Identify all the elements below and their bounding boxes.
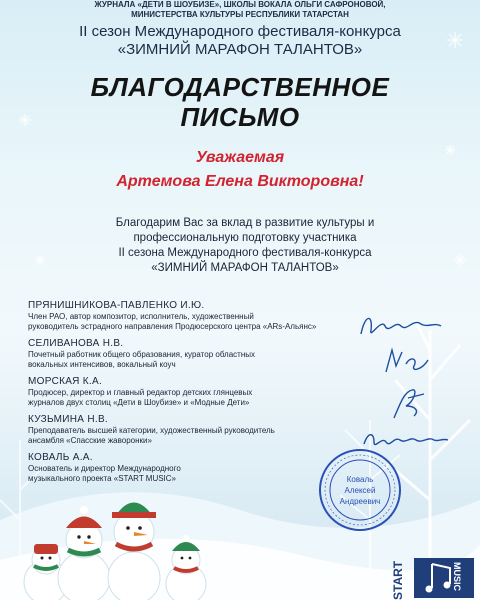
stamp-line-1: Коваль xyxy=(346,475,374,484)
stamp-line-2: Алексей xyxy=(344,486,376,495)
signer-item xyxy=(28,376,348,408)
signer-description: музыкального проекта «START MUSIC» xyxy=(28,474,177,483)
signer-description: журналов двух столиц «Дети в Шоубизе» и «Модные Дети» xyxy=(28,398,250,407)
organizers-line-1: ЖУРНАЛА «ДЕТИ В ШОУБИЗЕ», ШКОЛЫ ВОКАЛА ОЛЬГИ САФРОНОВОЙ, xyxy=(94,0,386,9)
signer-description: Продюсер, директор и главный редактор детских глянцевых xyxy=(28,388,253,397)
document-title-line-2: ПИСЬМО xyxy=(180,102,300,132)
official-stamp xyxy=(318,448,402,532)
organizers-line-2: МИНИСТЕРСТВА КУЛЬТУРЫ РЕСПУБЛИКИ ТАТАРСТАН xyxy=(131,10,349,19)
signer-name: КОВАЛЬ А.А. xyxy=(28,452,93,463)
signer-item xyxy=(28,300,348,332)
signer-name: МОРСКАЯ К.А. xyxy=(28,376,103,387)
signer-description: Почетный работник общего образования, куратор областных xyxy=(28,350,255,359)
signer-item xyxy=(28,452,348,484)
signer-description: руководитель эстрадного направления Продюсерского центра «ARs-Альянс» xyxy=(28,322,317,331)
logo-text-music: MUSIC xyxy=(452,562,462,591)
signer-description: Преподаватель высшей категории, художественный руководитель xyxy=(28,426,275,435)
signer-name: СЕЛИВАНОВА Н.В. xyxy=(28,338,124,349)
body-line-1: Благодарим Вас за вклад в развитие культуры и xyxy=(115,217,375,229)
festival-title-line-2: «ЗИМНИЙ МАРАФОН ТАЛАНТОВ» xyxy=(117,41,363,58)
signature-1 xyxy=(355,308,445,344)
signer-item xyxy=(28,338,348,370)
signer-name: КУЗЬМИНА Н.В. xyxy=(28,414,108,425)
start-music-logo xyxy=(388,552,478,600)
stamp-line-3: Андреевич xyxy=(339,497,381,506)
body-line-2: профессиональную подготовку участника xyxy=(133,232,357,244)
signature-2 xyxy=(378,344,438,378)
greeting-salutation: Уважаемая xyxy=(195,149,285,166)
logo-text-start: START xyxy=(391,560,405,600)
body-line-3: II сезона Международного фестиваля-конкурса xyxy=(118,247,372,259)
signers-list xyxy=(28,300,348,490)
signature-3 xyxy=(384,384,432,424)
signer-name: ПРЯНИШНИКОВА-ПАВЛЕНКО И.Ю. xyxy=(28,300,205,311)
signer-description: Основатель и директор Международного xyxy=(28,464,181,473)
recipient-name: Артемова Елена Викторовна! xyxy=(116,173,364,190)
signer-description: вокальных интенсивов, вокальный коуч xyxy=(28,360,176,369)
signer-item xyxy=(28,414,348,446)
signer-description: Член РАО, автор композитор, исполнитель, художественный xyxy=(28,312,254,321)
festival-title-line-1: II сезон Международного фестиваля-конкурса xyxy=(79,23,401,40)
document-title-line-1: БЛАГОДАРСТВЕННОЕ xyxy=(90,72,390,102)
signer-description: ансамбля «Спасские жаворонки» xyxy=(28,436,152,445)
body-line-4: «ЗИМНИЙ МАРАФОН ТАЛАНТОВ» xyxy=(151,262,339,274)
